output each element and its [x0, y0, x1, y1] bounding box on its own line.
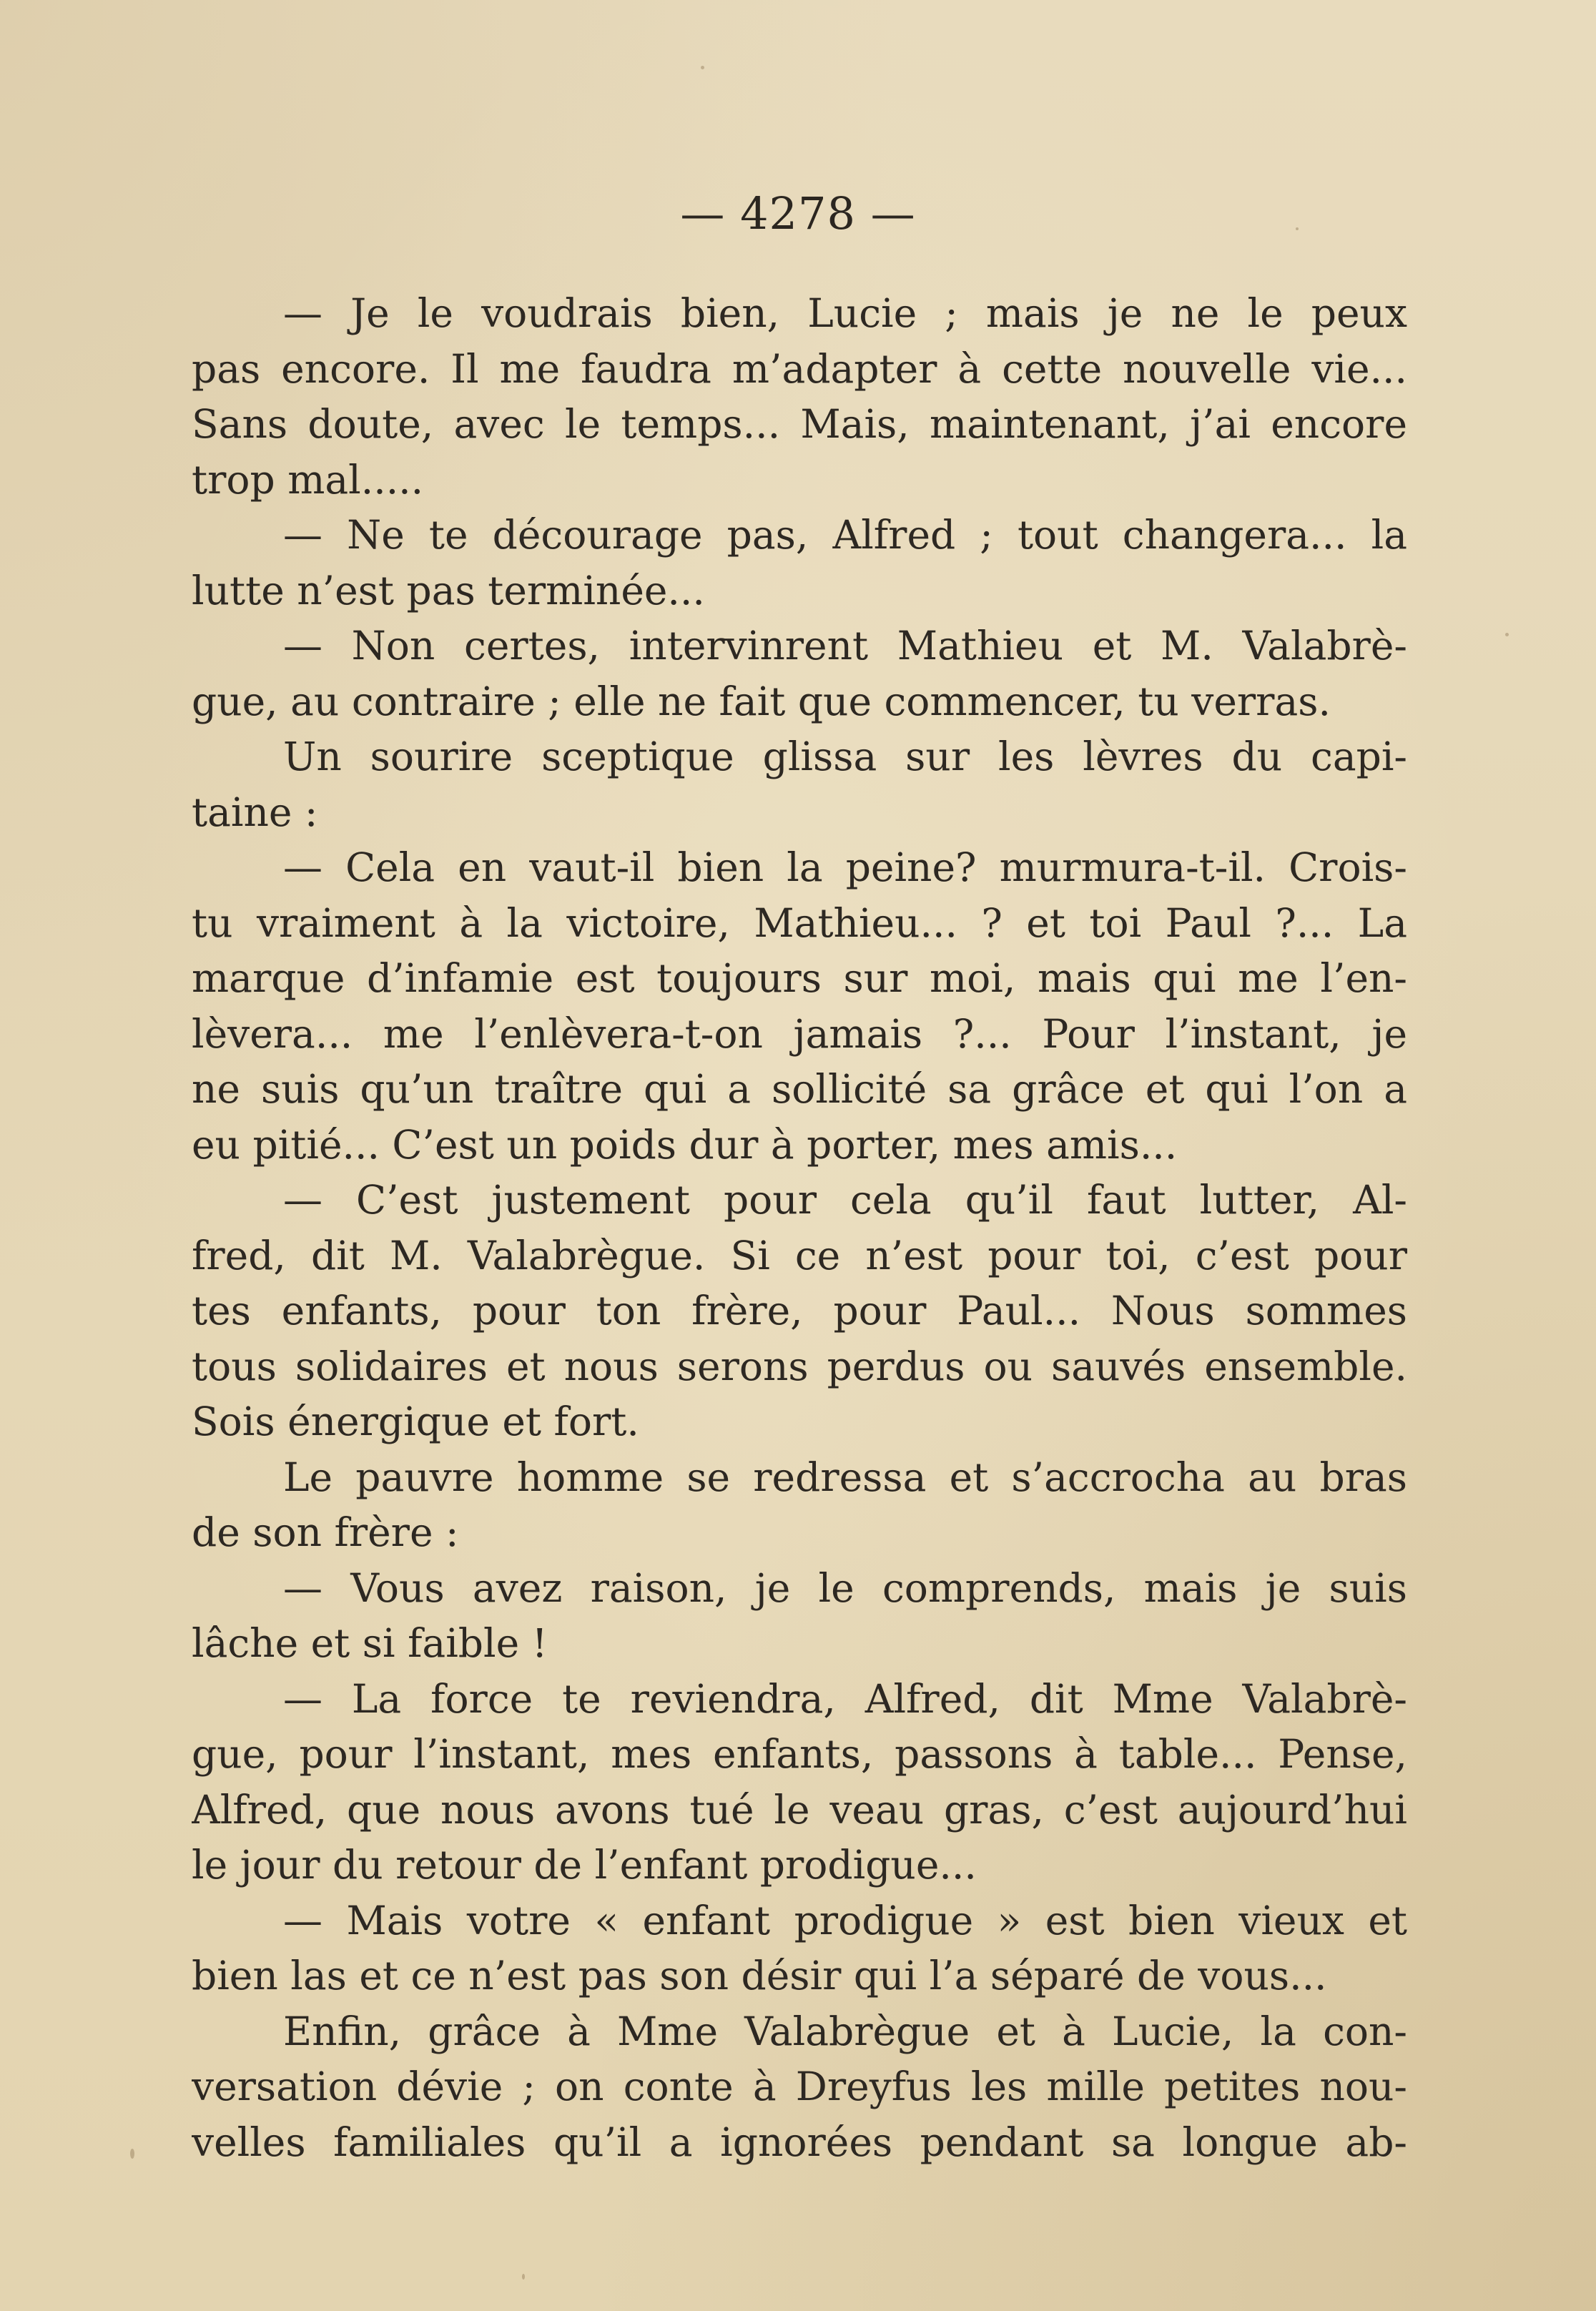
text-line: Sois énergique et fort.	[192, 1399, 639, 1444]
text-line: lutte n’est pas terminée...	[192, 567, 705, 614]
paper-speck	[522, 2274, 525, 2280]
text-line: Le pauvre homme se redressa et s’accrocha au bras	[283, 1454, 1407, 1500]
body-text	[192, 286, 1407, 2170]
paper-speck	[1505, 633, 1509, 636]
text-line: — La force te reviendra, Alfred, dit Mme Valabrè-	[283, 1675, 1407, 1722]
text-line: tes enfants, pour ton frère, pour Paul... Nous sommes	[192, 1288, 1407, 1334]
text-line: lâche et si faible !	[192, 1620, 548, 1666]
text-line: bien las et ce n’est pas son désir qui l’a séparé de vous...	[192, 1953, 1327, 1999]
text-line: Enfin, grâce à Mme Valabrègue et à Lucie, la con-	[283, 2008, 1407, 2054]
text-line: le jour du retour de l’enfant prodigue...	[192, 1842, 977, 1888]
text-line: Sans doute, avec le temps... Mais, maintenant, j’ai encore	[192, 401, 1407, 447]
text-line: Un sourire sceptique glissa sur les lèvres du capi-	[283, 734, 1407, 779]
text-line: — Mais votre « enfant prodigue » est bien vieux et	[283, 1897, 1407, 1943]
text-line: — Vous avez raison, je le comprends, mais je suis	[283, 1565, 1407, 1611]
text-line: ne suis qu’un traître qui a sollicité sa grâce et qui l’on a	[192, 1066, 1407, 1112]
text-line: tu vraiment à la victoire, Mathieu... ? et toi Paul ?... La	[192, 900, 1407, 946]
text-line: velles familiales qu’il a ignorées pendant sa longue ab-	[192, 2119, 1407, 2165]
text-line: fred, dit M. Valabrègue. Si ce n’est pour toi, c’est pour	[192, 1232, 1407, 1278]
page-number: — 4278 —	[680, 187, 916, 240]
text-line: Alfred, que nous avons tué le veau gras, c’est aujourd’hui	[192, 1786, 1407, 1833]
text-line: eu pitié... C’est un poids dur à porter, mes amis...	[192, 1121, 1178, 1168]
text-line: versation dévie ; on conte à Dreyfus les mille petites nou-	[192, 2064, 1407, 2109]
text-line: tous solidaires et nous serons perdus ou sauvés ensemble.	[192, 1343, 1407, 1389]
text-line: — Je le voudrais bien, Lucie ; mais je ne le peux	[283, 290, 1407, 336]
text-line: — C’est justement pour cela qu’il faut lutter, Al-	[283, 1177, 1407, 1223]
text-line: — Ne te décourage pas, Alfred ; tout changera... la	[283, 512, 1407, 558]
text-line: lèvera... me l’enlèvera-t-on jamais ?... Pour l’instant, je	[192, 1010, 1407, 1057]
text-line: — Cela en vaut-il bien la peine? murmura-t-il. Crois-	[283, 844, 1407, 890]
text-line: taine :	[192, 789, 318, 835]
text-line: pas encore. Il me faudra m’adapter à cette nouvelle vie...	[192, 345, 1407, 392]
text-line: trop mal.....	[192, 456, 424, 503]
paper-speck	[701, 66, 704, 69]
text-line: marque d’infamie est toujours sur moi, mais qui me l’en-	[192, 955, 1407, 1001]
paper-speck	[130, 2149, 134, 2159]
text-line: — Non certes, intervinrent Mathieu et M. Valabrè-	[283, 623, 1407, 669]
text-line: gue, pour l’instant, mes enfants, passons à table... Pense,	[192, 1731, 1407, 1777]
text-line: de son frère :	[192, 1509, 459, 1555]
text-line: gue, au contraire ; elle ne fait que commencer, tu verras.	[192, 678, 1331, 724]
